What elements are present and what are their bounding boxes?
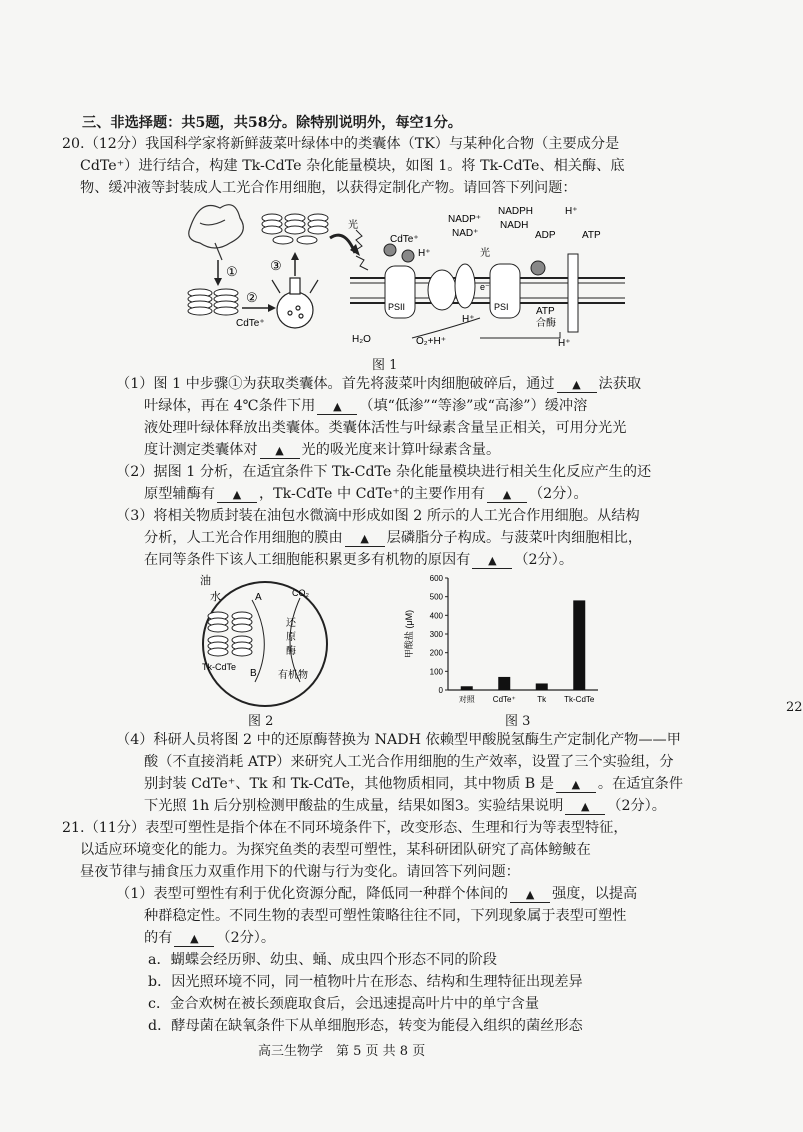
atp-label: ATP (582, 230, 601, 241)
b-label: B (250, 668, 257, 679)
x-tick-label: Tk-CdTe (564, 695, 595, 704)
tk-cdte-label: Tk-CdTe (202, 662, 237, 672)
q21-option-d: d．酵母菌在缺氧条件下从单细胞形态，转变为能侵入组织的菌丝形态 (148, 1018, 583, 1034)
q21-p1-line3: 的有▲ （2分）。 (144, 928, 275, 948)
q21-intro-line1: 21.（11分）表型可塑性是指个体在不同环境条件下，改变形态、生理和行为等表型特征， (62, 820, 628, 836)
answer-blank[interactable] (260, 443, 300, 459)
q20-p1-line2: 叶绿体，再在 4℃条件下用▲ （填“低渗”“等渗”或“高渗”）缓冲溶 (144, 396, 587, 416)
x-tick-label: Tk (537, 695, 547, 704)
section-header: 三、非选择题：共5题，共58分。除特别说明外，每空1分。 (82, 115, 462, 131)
q20-intro-line3: 物、缓冲液等封装成人工光合作用细胞，以获得定制化产物。请回答下列问题： (80, 180, 577, 196)
x-tick-label: 对照 (458, 695, 475, 704)
q20-p4-line4: 下光照 1h 后分别检测甲酸盐的生成量，结果如图3。实验结果说明▲ （2分）。 (144, 796, 666, 816)
margin-number: 22 (786, 700, 803, 715)
figure-3-chart (400, 566, 610, 712)
answer-blank[interactable] (556, 777, 596, 793)
tk-cdte-stacks (208, 612, 252, 656)
q20-p4-line3: 别封装 CdTe⁺、Tk 和 Tk-CdTe，其他物质相同，其中物质 B 是▲ 。在适宜条件 (144, 774, 683, 794)
enzyme-label-2: 原 (286, 632, 296, 643)
nadph-label: NADPH (498, 206, 534, 217)
x-tick-label: CdTe⁺ (492, 695, 516, 704)
y-tick-label: 600 (429, 574, 443, 583)
enzyme-label-3: 酶 (286, 646, 296, 657)
nad-label: NAD⁺ (452, 228, 479, 239)
flask-icon (272, 278, 318, 328)
cdte-membrane-label: CdTe⁺ (390, 234, 419, 245)
q20-intro-line2: CdTe⁺）进行结合，构建 Tk-CdTe 杂化能量模块，如图 1。将 Tk-CdTe、相关酶、底 (80, 158, 625, 174)
q20-intro-line1: 20.（12分）我国科学家将新鲜菠菜叶绿体中的类囊体（TK）与某种化合物（主要成分是 (62, 136, 620, 152)
y-tick-label: 500 (429, 592, 443, 602)
answer-blank[interactable] (174, 931, 214, 947)
thylakoid-stack-bottom (188, 289, 238, 315)
q20-p4-line1: （4）科研人员将图 2 中的还原酶替换为 NADH 依赖型甲酸脱氢酶生产定制化产物——甲 (116, 732, 681, 748)
q20-p3-line2: 分析，人工光合作用细胞的膜由▲ 层磷脂分子构成。与菠菜叶肉细胞相比， (144, 528, 642, 548)
h2o-label: H₂O (352, 334, 371, 345)
atp-synthase-label-1: ATP (536, 306, 555, 317)
q20-p2-line1: （2）据图 1 分析，在适宜条件下 Tk-CdTe 杂化能量模块进行相关生化反应产生的还 (116, 464, 652, 480)
q21-intro-line3: 昼夜节律与捕食压力双重作用下的代谢与行为变化。请回答下列问题： (80, 864, 520, 880)
q21-p1-line1: （1）表型可塑性有利于优化资源分配，降低同一种群个体间的▲ 强度，以提高 (116, 884, 637, 904)
bar (461, 686, 473, 690)
spinach-leaf-icon (189, 205, 244, 260)
bar (573, 600, 585, 690)
answer-blank[interactable] (565, 799, 605, 815)
q20-p1-line1: （1）图 1 中步骤①为获取类囊体。首先将菠菜叶肉细胞破碎后，通过▲ 法获取 (116, 374, 641, 394)
y-tick-label: 0 (438, 686, 443, 695)
water-label: 水 (210, 591, 221, 603)
cdte-label: CdTe⁺ (236, 318, 265, 329)
nadp-label: NADP⁺ (448, 214, 482, 225)
q20-p2-line2: 原型辅酶有▲ ，Tk-CdTe 中 CdTe⁺的主要作用有▲ （2分）。 (144, 484, 588, 504)
q21-option-b: b．因光照环境不同，同一植物叶片在形态、结构和生理特征出现差异 (148, 974, 583, 990)
fig2-caption: 图 2 (248, 714, 274, 729)
q21-option-a: a．蝴蝶会经历卵、幼虫、蛹、成虫四个形态不同的阶段 (148, 952, 497, 968)
y-tick-label: 100 (429, 667, 443, 677)
nadh-label: NADH (500, 220, 529, 231)
o2-label: O₂+H⁺ (416, 336, 446, 347)
h-bottom-label: H⁺ (462, 314, 475, 325)
a-label: A (255, 592, 262, 603)
q21-p1-line2: 种群稳定性。不同生物的表型可塑性策略往往不同，下列现象属于表型可塑性 (144, 908, 627, 924)
q21-intro-line2: 以适应环境变化的能力。为探究鱼类的表型可塑性，某科研团队研究了高体鳑鲏在 (80, 842, 591, 858)
bar (536, 683, 548, 690)
enzyme-label-1: 还 (286, 618, 296, 629)
answer-blank[interactable] (557, 377, 597, 393)
q20-p4-line2: 酸（不直接消耗 ATP）来研究人工光合作用细胞的生产效率，设置了三个实验组，分 (144, 754, 674, 770)
y-tick-label: 300 (429, 630, 443, 639)
step1-label: ① (226, 264, 238, 279)
atp-synthase-label-2: 合酶 (536, 318, 556, 329)
q20-p1-line4: 度计测定类囊体对▲ 光的吸光度来计算叶绿素含量。 (144, 440, 500, 460)
h-plus-top-label: H⁺ (565, 206, 578, 217)
electron-label: e⁻ (480, 282, 490, 292)
answer-blank[interactable] (345, 531, 385, 547)
adp-label: ADP (535, 230, 556, 241)
step2-label: ② (246, 290, 258, 305)
thylakoid-stack-top (262, 214, 328, 244)
figure-2 (180, 572, 350, 712)
co2-label: CO₂ (292, 588, 309, 598)
answer-blank[interactable] (510, 887, 550, 903)
answer-blank[interactable] (217, 487, 257, 503)
y-tick-label: 200 (429, 648, 443, 658)
q21-option-c: c．金合欢树在被长颈鹿取食后，会迅速提高叶片中的单宁含量 (148, 996, 540, 1012)
step3-label: ③ (270, 258, 282, 273)
figure-1 (180, 198, 630, 348)
organic-label: 有机物 (278, 670, 308, 681)
psi-label: PSI (494, 302, 509, 312)
q20-p3-line1: （3）将相关物质封装在油包水微滴中形成如图 2 所示的人工光合作用细胞。从结构 (116, 508, 640, 524)
answer-blank[interactable] (317, 399, 357, 415)
fig3-caption: 图 3 (505, 714, 531, 729)
h-bottom-label-2: H⁺ (558, 338, 571, 349)
q20-p1-line3: 液处理叶绿体释放出类囊体。类囊体活性与叶绿素含量呈正相关，可用分光光 (144, 420, 627, 436)
q20-p3-line3: 在同等条件下该人工细胞能积累更多有机物的原因有▲ （2分）。 (144, 550, 573, 570)
psii-label: PSII (388, 302, 406, 312)
bar (498, 677, 510, 690)
page-footer: 高三生物学 第 5 页 共 8 页 (258, 1044, 426, 1059)
y-axis-label: 甲酸盐 (μM) (404, 609, 414, 659)
h-plus-label: H⁺ (418, 248, 431, 259)
fig1-caption: 图 1 (372, 358, 398, 373)
oil-label: 油 (200, 575, 211, 587)
light-label-2: 光 (480, 248, 490, 259)
light-label-1: 光 (348, 220, 358, 231)
y-tick-label: 400 (429, 611, 443, 621)
answer-blank[interactable] (487, 487, 527, 503)
